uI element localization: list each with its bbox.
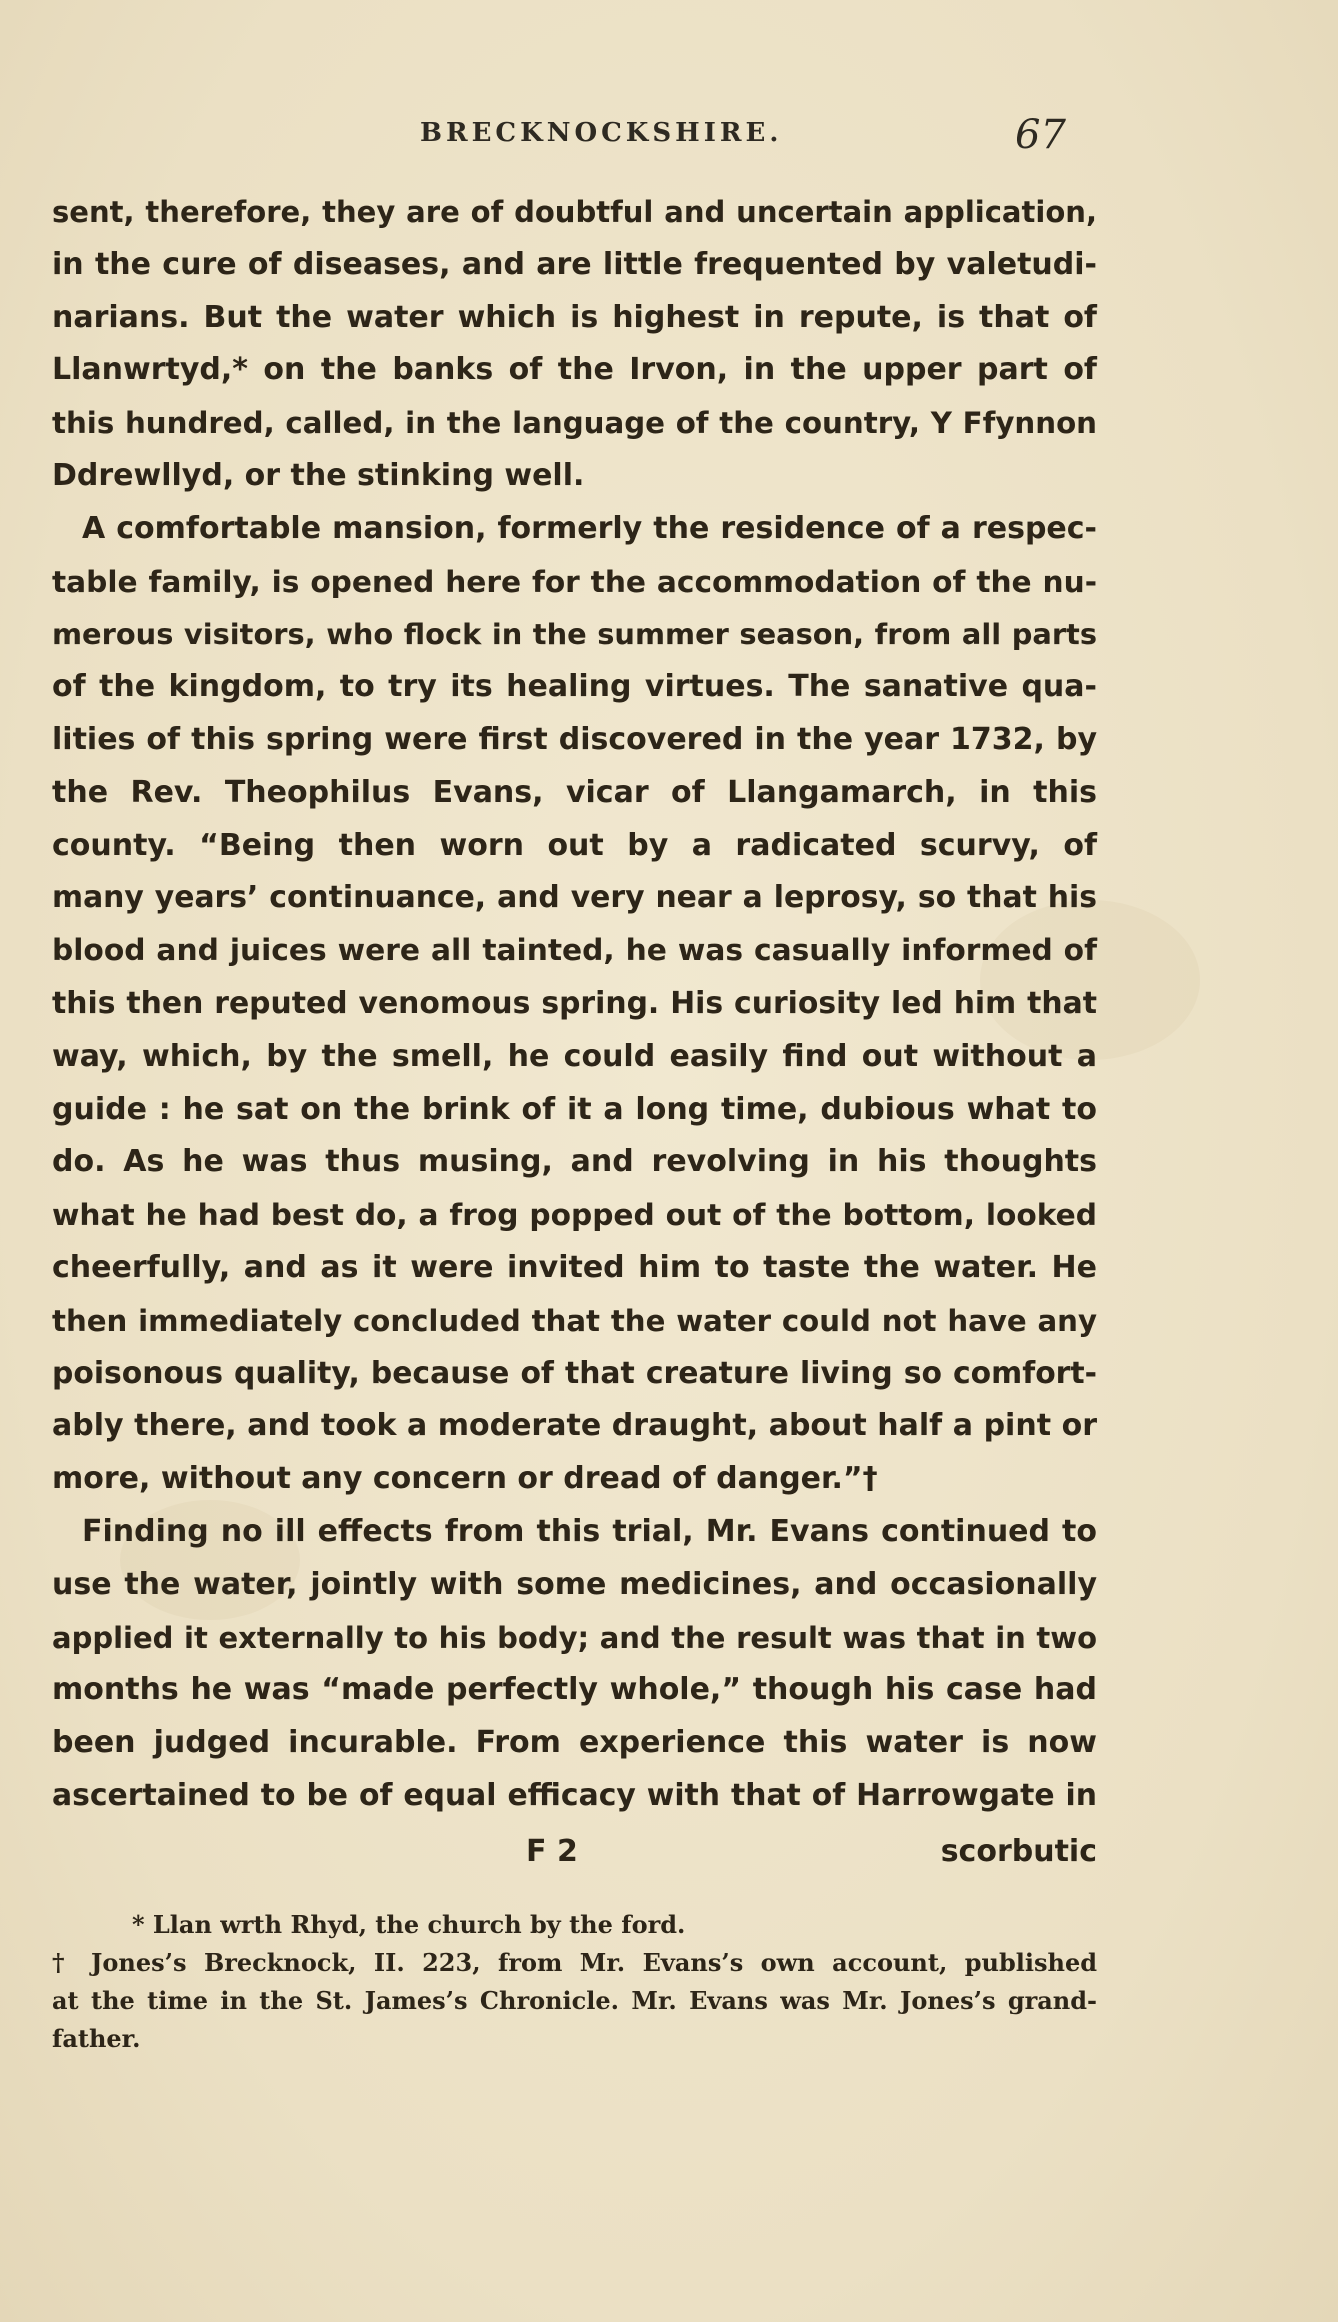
text-line: cheerfully, and as it were invited him to taste the water. He [52, 1249, 1097, 1285]
signature-mark: F 2 [526, 1834, 578, 1869]
text-line: sent, therefore, they are of doubtful and uncertain application, [52, 195, 1097, 229]
text-line: way, which, by the smell, he could easily find out without a [52, 1038, 1097, 1074]
page-number: 67 [1015, 112, 1066, 158]
footnote-line: † Jones’s Brecknock, II. 223, from Mr. Evans’s own account, published [52, 1948, 1097, 1977]
running-head-title: BRECKNOCKSHIRE. [420, 118, 783, 148]
text-line: the Rev. Theophilus Evans, vicar of Llangamarch, in this [52, 774, 1097, 810]
text-line: ably there, and took a moderate draught, about half a pint or [52, 1408, 1097, 1444]
catchline [52, 1834, 1097, 1884]
text-line: of the kingdom, to try its healing virtues. The sanative qua- [52, 669, 1097, 705]
text-line: this then reputed venomous spring. His curiosity led him that [52, 985, 1097, 1021]
footnote-line: father. [52, 2024, 141, 2053]
catchword: scorbutic [940, 1834, 1097, 1869]
text-line: in the cure of diseases, and are little frequented by valetudi- [52, 246, 1097, 282]
text-line: ascertained to be of equal efficacy with that of Harrowgate in [52, 1777, 1097, 1813]
text-line: this hundred, called, in the language of the country, Y Ffynnon [52, 406, 1097, 441]
text-line: then immediately concluded that the water could not have any [52, 1303, 1097, 1338]
text-line: many years’ continuance, and very near a leprosy, so that his [52, 880, 1097, 916]
running-head [0, 112, 1338, 162]
text-line: Llanwrtyd,* on the banks of the Irvon, in the upper part of [52, 352, 1097, 388]
text-line: guide : he sat on the brink of it a long time, dubious what to [52, 1091, 1097, 1127]
body-text [52, 186, 1097, 1823]
text-line: lities of this spring were first discovered in the year 1732, by [52, 721, 1097, 757]
text-line: do. As he was thus musing, and revolving in his thoughts [52, 1144, 1097, 1180]
text-line: months he was “made perfectly whole,” though his case had [52, 1672, 1097, 1708]
footnote-line: at the time in the St. James’s Chronicle. Mr. Evans was Mr. Jones’s grand- [52, 1986, 1097, 2015]
text-line: Ddrewllyd, or the stinking well. [52, 457, 585, 493]
text-line: more, without any concern or dread of danger.”† [52, 1461, 878, 1497]
text-line: what he had best do, a frog popped out of the bottom, looked [52, 1197, 1097, 1233]
text-line: A comfortable mansion, formerly the residence of a respec- [82, 510, 1097, 546]
text-line: county. “Being then worn out by a radicated scurvy, of [52, 827, 1097, 863]
text-line: use the water, jointly with some medicines, and occasionally [52, 1566, 1097, 1602]
text-line: table family, is opened here for the accommodation of the nu- [52, 564, 1097, 599]
text-line: poisonous quality, because of that creature living so comfort- [52, 1355, 1097, 1391]
text-line: blood and juices were all tainted, he was casually informed of [52, 933, 1097, 969]
text-line: applied it externally to his body; and the result was that in two [52, 1620, 1097, 1655]
text-line: merous visitors, who flock in the summer season, from all parts [52, 617, 1097, 652]
text-line: Finding no ill effects from this trial, Mr. Evans continued to [82, 1513, 1097, 1549]
footnote-line: * Llan wrth Rhyd, the church by the ford. [132, 1910, 686, 1939]
text-line: narians. But the water which is highest in repute, is that of [52, 299, 1097, 335]
footnotes [52, 1906, 1097, 2058]
text-line: been judged incurable. From experience this water is now [52, 1725, 1097, 1761]
